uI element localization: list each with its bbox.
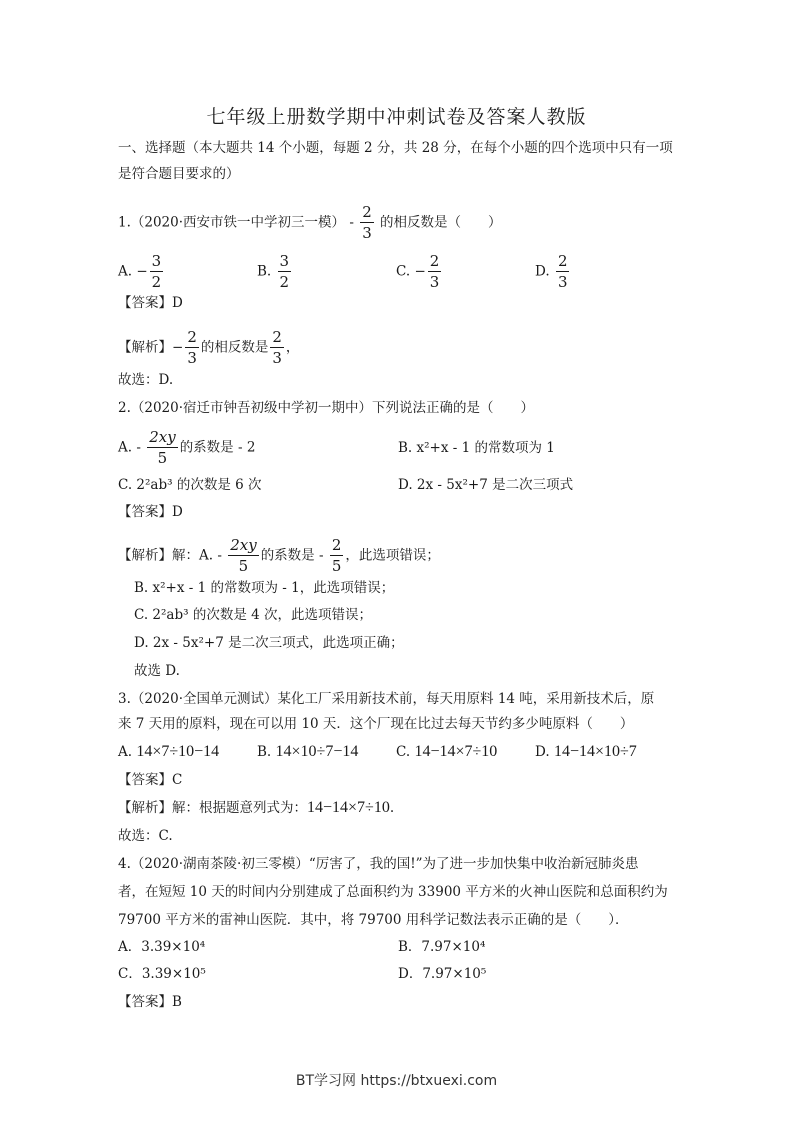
neg-sign: - [349, 214, 354, 231]
q2-option-b: B. x²+x - 1 的常数项为 1 [398, 439, 555, 456]
section-heading-cont: 是符合题目要求的） [118, 166, 240, 182]
q2-options-row1 [118, 430, 555, 466]
q3-options [118, 742, 637, 762]
q1-analysis: 【解析】− $\frac{2}{3}$ 的相反数是 $\frac{2}{3}$ ， [118, 328, 300, 367]
q3-conclusion: 故选：C. [118, 828, 173, 844]
q4-option-b: B．7.97×10⁴ [398, 939, 486, 955]
q4-options-row2 [118, 964, 486, 984]
q1-answer: 【答案】D [118, 295, 183, 311]
q4-stem-line1: 4.（2020·湖南茶陵·初三零模）“厉害了，我的国!”为了进一步加快集中收治新冠肺炎患 [118, 856, 639, 872]
q2-analysis: 【解析】解：A. - $\frac{2xy}{5}$ 的系数是 - $\frac{2}{5}$ ，此选项错误； [118, 536, 440, 575]
q2-option-c: C. 2²ab³ 的次数是 6 次 [118, 477, 262, 493]
q1-source: 1.（2020·西安市铁一中学初三一模） [118, 214, 346, 231]
q4-options-row1 [118, 937, 485, 957]
q1-option-d: D. $\frac{2}{3}$ [535, 252, 568, 291]
q3-answer: 【答案】C [118, 772, 183, 788]
q3-option-d: D. 14−14×10÷7 [535, 743, 637, 760]
q1-stem [118, 205, 502, 241]
q2-analysis-c: C. 2²ab³ 的次数是 4 次，此选项错误； [134, 607, 372, 623]
q2-stem: 2.（2020·宿迁市钟吾初级中学初一期中）下列说法正确的是（ ） [118, 400, 535, 416]
q2-analysis-b: B. x²+x - 1 的常数项为 - 1，此选项错误； [134, 580, 395, 596]
q1-conclusion: 故选：D. [118, 372, 174, 388]
q4-option-c: C．3.39×10⁵ [118, 966, 206, 982]
q2-analysis-d: D. 2x - 5x²+7 是二次三项式，此选项正确； [134, 635, 404, 651]
q3-stem-line2: 来 7 天用的原料，现在可以用 10 天．这个厂现在比过去每天节约多少吨原料（ ） [118, 716, 634, 732]
section-heading: 一、选择题（本大题共 14 个小题，每题 2 分，共 28 分，在每个小题的四个选项中只有一项 [118, 140, 673, 156]
q1-options [118, 254, 655, 290]
fraction: $\frac{2}{3}$ [362, 203, 372, 242]
footer-watermark: BT学习网 https://btxuexi.com [295, 1073, 498, 1089]
q1-option-c: C. − $\frac{2}{3}$ [396, 252, 440, 291]
q2-option-a: A. - $\frac{2xy}{5}$ 的系数是 - 2 [118, 428, 256, 467]
q2-option-d: D. 2x - 5x²+7 是二次三项式 [398, 477, 574, 493]
q3-option-c: C. 14−14×7÷10 [396, 743, 498, 760]
q4-answer: 【答案】B [118, 994, 182, 1010]
q2-options-row2 [118, 475, 573, 495]
q4-stem-line2: 者，在短短 10 天的时间内分别建成了总面积约为 33900 平方米的火神山医院和总面积约为 [118, 884, 668, 900]
q1-option-b: B. $\frac{3}{2}$ [257, 252, 290, 291]
q3-option-a: A. 14×7÷10−14 [118, 743, 220, 760]
q1-question: 的相反数是（ ） [380, 214, 502, 231]
q3-option-b: B. 14×10÷7−14 [257, 743, 359, 760]
q2-answer: 【答案】D [118, 504, 183, 520]
q2-conclusion: 故选 D. [134, 663, 180, 679]
q4-option-d: D．7.97×10⁵ [398, 966, 487, 982]
q1-option-a: A. − $\frac{3}{2}$ [118, 252, 162, 291]
q4-option-a: A．3.39×10⁴ [118, 939, 206, 955]
q3-analysis: 【解析】解：根据题意列式为：14−14×7÷10. [118, 799, 395, 816]
q3-stem-line1: 3.（2020·全国单元测试）某化工厂采用新技术前，每天用原料 14 吨，采用新技术后，原 [118, 691, 655, 707]
page-title: 七年级上册数学期中冲刺试卷及答案人教版 [206, 106, 587, 128]
q4-stem-line3: 79700 平方米的雷神山医院．其中，将 79700 用科学记数法表示正确的是（ ）． [118, 912, 629, 928]
